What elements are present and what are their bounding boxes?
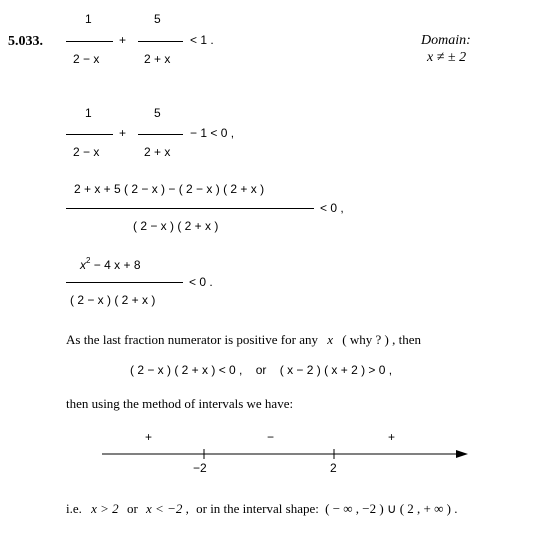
- tick-2: 2: [330, 461, 337, 475]
- inequality-tail: − 1 < 0 ,: [190, 126, 235, 140]
- explanation-part2: ( why ? ) , then: [342, 332, 421, 347]
- denominator: ( 2 − x ) ( 2 + x ): [133, 219, 219, 233]
- inequality-tail: < 0 .: [189, 275, 213, 289]
- plus-sign: +: [119, 33, 127, 47]
- fraction-bar: [66, 282, 183, 283]
- fraction1-bar: [66, 134, 113, 135]
- numerator-exponent: 2: [86, 256, 91, 265]
- fraction1-denominator: 2 − x: [73, 145, 100, 159]
- conclusion-ie: i.e.: [66, 501, 82, 516]
- plus-sign: +: [119, 126, 127, 140]
- fraction2-denominator: 2 + x: [144, 52, 171, 66]
- eq-right: ( x − 2 ) ( x + 2 ) > 0 ,: [279, 363, 393, 377]
- conclusion-cond2: x < −2 ,: [146, 501, 189, 516]
- fraction2-numerator: 5: [154, 106, 161, 120]
- equivalent-line: [130, 363, 392, 377]
- fraction2-bar: [138, 41, 183, 42]
- sign-middle: −: [267, 430, 275, 444]
- denominator: ( 2 − x ) ( 2 + x ): [70, 293, 156, 307]
- inequality-tail: < 1 .: [190, 33, 214, 47]
- axis-line: [100, 444, 470, 464]
- fraction1-bar: [66, 41, 113, 42]
- inequality-tail: < 0 ,: [320, 201, 344, 215]
- method-text: then using the method of intervals we have:: [66, 396, 294, 411]
- explanation-var: x: [327, 332, 334, 347]
- fraction1-numerator: 1: [85, 106, 92, 120]
- fraction-bar: [66, 208, 314, 209]
- sign-right: +: [388, 430, 396, 444]
- conclusion-or: or: [126, 501, 138, 516]
- numerator: [80, 256, 141, 272]
- fraction1-denominator: 2 − x: [73, 52, 100, 66]
- conclusion-cond1: x > 2: [91, 501, 119, 516]
- numerator-rest: − 4 x + 8: [93, 258, 141, 272]
- domain-label: Domain:: [421, 33, 471, 48]
- eq-or: or: [255, 363, 267, 377]
- conclusion-interval: ( − ∞ , −2 ) ∪ ( 2 , + ∞ ) .: [325, 501, 458, 516]
- conclusion: [66, 501, 457, 517]
- explanation-text: [66, 332, 421, 348]
- numerator: 2 + x + 5 ( 2 − x ) − ( 2 − x ) ( 2 + x ): [74, 182, 265, 196]
- domain-value: x ≠ ± 2: [427, 50, 467, 65]
- tick-minus2: −2: [193, 461, 207, 475]
- sign-left: +: [145, 430, 153, 444]
- eq-left: ( 2 − x ) ( 2 + x ) < 0 ,: [130, 363, 243, 377]
- conclusion-mid: or in the interval shape:: [196, 501, 319, 516]
- explanation-part1: As the last fraction numerator is positive for any: [66, 332, 318, 347]
- fraction2-numerator: 5: [154, 12, 161, 26]
- problem-number: 5.033.: [8, 34, 43, 49]
- fraction2-denominator: 2 + x: [144, 145, 171, 159]
- fraction1-numerator: 1: [85, 12, 92, 26]
- fraction2-bar: [138, 134, 183, 135]
- numerator-var: x: [80, 258, 86, 272]
